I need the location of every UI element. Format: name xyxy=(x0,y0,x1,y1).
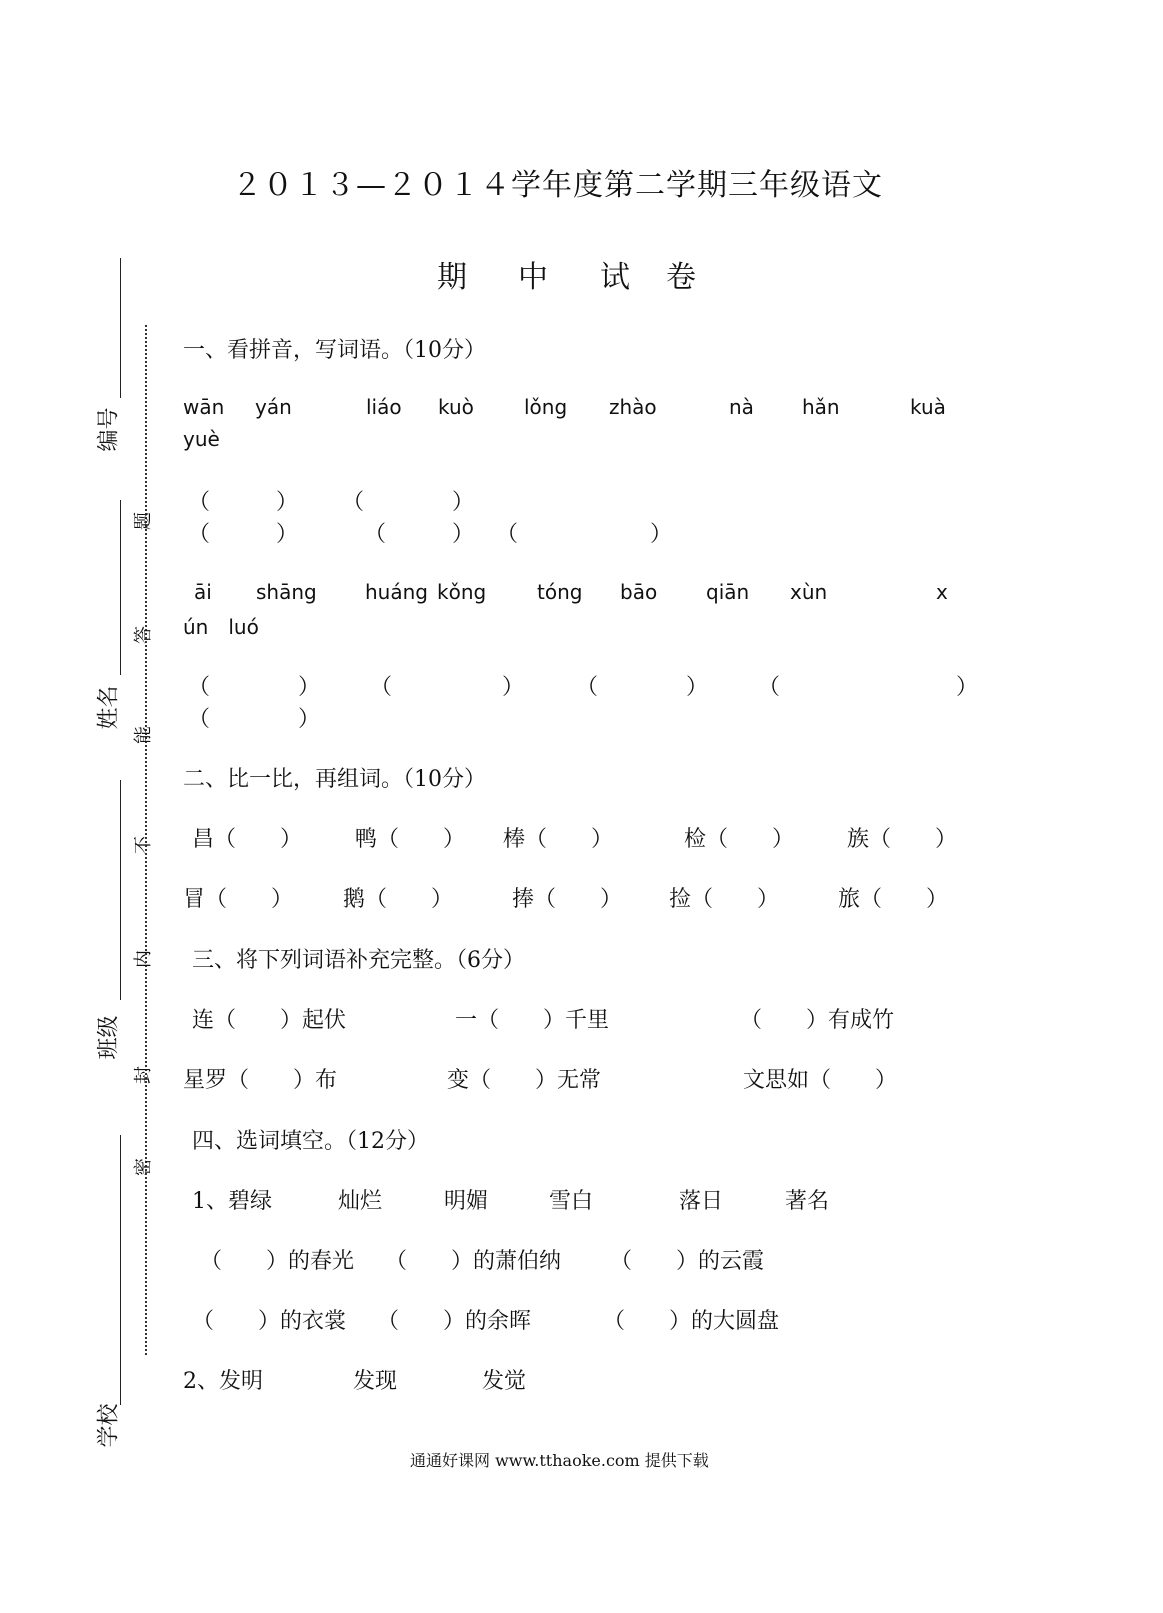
pinyin: yán xyxy=(255,395,292,419)
answer-parens: （ ） xyxy=(188,675,321,700)
subtitle-char: 卷 xyxy=(666,260,696,295)
side-label-class: 班级 xyxy=(96,1015,122,1060)
seal-char: 密 xyxy=(133,1158,154,1176)
pinyin: zhào xyxy=(609,395,657,419)
pinyin: liáo xyxy=(366,395,402,419)
solid-line xyxy=(120,1135,121,1405)
fill-item: （ ）的萧伯纳 xyxy=(385,1249,562,1274)
pinyin: hǎn xyxy=(802,395,840,419)
fill-item: （ ）的余晖 xyxy=(377,1309,532,1334)
idiom-item: 变（ ）无常 xyxy=(447,1068,602,1093)
pinyin: bāo xyxy=(620,580,658,604)
pinyin: kǒng xyxy=(437,580,487,604)
word-option: 著名 xyxy=(785,1189,830,1214)
char-item: 鸭（ ） xyxy=(355,827,466,852)
seal-char: 内 xyxy=(133,950,154,968)
pinyin: shāng xyxy=(256,580,317,604)
seal-char: 能 xyxy=(133,726,154,744)
pinyin: huáng xyxy=(365,580,428,604)
answer-parens: （ ） xyxy=(188,707,321,732)
idiom-item: 文思如（ ） xyxy=(743,1068,898,1093)
pinyin: xùn xyxy=(790,580,828,604)
q1-heading: 一、看拼音，写词语。（10分） xyxy=(183,338,486,363)
pinyin: āi xyxy=(194,580,212,604)
char-item: 鹅（ ） xyxy=(343,887,454,912)
exam-title: ２０１３—２０１４学年度第二学期三年级语文 xyxy=(232,168,883,203)
subtitle-char: 试 xyxy=(600,260,630,295)
char-item: 棒（ ） xyxy=(503,827,614,852)
seal-char: 答 xyxy=(133,626,154,644)
char-item: 族（ ） xyxy=(847,827,958,852)
word-option: 雪白 xyxy=(549,1189,594,1214)
pinyin: kuà xyxy=(910,395,946,419)
word-option: 1、碧绿 xyxy=(192,1189,272,1214)
pinyin: nà xyxy=(729,395,754,419)
q2-heading: 二、比一比，再组词。（10分） xyxy=(183,767,486,792)
seal-char: 不 xyxy=(133,836,154,854)
fill-item: （ ）的春光 xyxy=(200,1249,355,1274)
solid-line xyxy=(120,780,121,1000)
char-item: 捧（ ） xyxy=(512,887,623,912)
word-option: 发觉 xyxy=(482,1369,527,1394)
word-option: 灿烂 xyxy=(338,1189,383,1214)
char-item: 冒（ ） xyxy=(183,887,294,912)
pinyin: ún luó xyxy=(183,615,259,639)
fill-item: （ ）的云霞 xyxy=(610,1249,765,1274)
char-item: 检（ ） xyxy=(684,827,795,852)
side-label-name: 姓名 xyxy=(96,685,122,730)
q3-heading: 三、将下列词语补充完整。（6分） xyxy=(192,948,525,973)
idiom-item: （ ）有成竹 xyxy=(740,1008,895,1033)
idiom-item: 连（ ）起伏 xyxy=(192,1008,347,1033)
pinyin: x xyxy=(936,580,948,604)
word-option: 2、发明 xyxy=(183,1369,263,1394)
answer-parens: （ ） xyxy=(576,675,709,700)
side-label-school: 学校 xyxy=(96,1403,122,1448)
pinyin: lǒng xyxy=(524,395,568,419)
pinyin: tóng xyxy=(537,580,583,604)
seal-char: 封 xyxy=(133,1066,154,1084)
solid-line xyxy=(120,258,121,398)
word-option: 落日 xyxy=(679,1189,724,1214)
idiom-item: 一（ ）千里 xyxy=(455,1008,610,1033)
side-label-number: 编号 xyxy=(96,407,122,452)
word-option: 发现 xyxy=(353,1369,398,1394)
char-item: 旅（ ） xyxy=(838,887,949,912)
pinyin: wān xyxy=(183,395,225,419)
answer-parens: （ ） xyxy=(758,675,979,700)
subtitle-char: 期 xyxy=(437,260,467,295)
subtitle-char: 中 xyxy=(518,260,548,295)
idiom-item: 星罗（ ）布 xyxy=(183,1068,338,1093)
seal-char: 题 xyxy=(133,512,154,530)
char-item: 昌（ ） xyxy=(192,827,303,852)
answer-parens: （ ） xyxy=(370,675,525,700)
solid-line xyxy=(120,500,121,675)
footer-credit: 通通好课网 www.tthaoke.com 提供下载 xyxy=(410,1451,709,1470)
answer-parens: （ ） （ ） xyxy=(188,490,475,515)
char-item: 捡（ ） xyxy=(669,887,780,912)
q4-heading: 四、选词填空。（12分） xyxy=(192,1129,429,1154)
answer-parens: （ ） （ ） （ ） xyxy=(188,522,673,547)
pinyin: qiān xyxy=(706,580,750,604)
word-option: 明媚 xyxy=(444,1189,489,1214)
fill-item: （ ）的大圆盘 xyxy=(603,1309,780,1334)
pinyin: kuò xyxy=(438,395,474,419)
pinyin: yuè xyxy=(183,427,220,451)
fill-item: （ ）的衣裳 xyxy=(192,1309,347,1334)
